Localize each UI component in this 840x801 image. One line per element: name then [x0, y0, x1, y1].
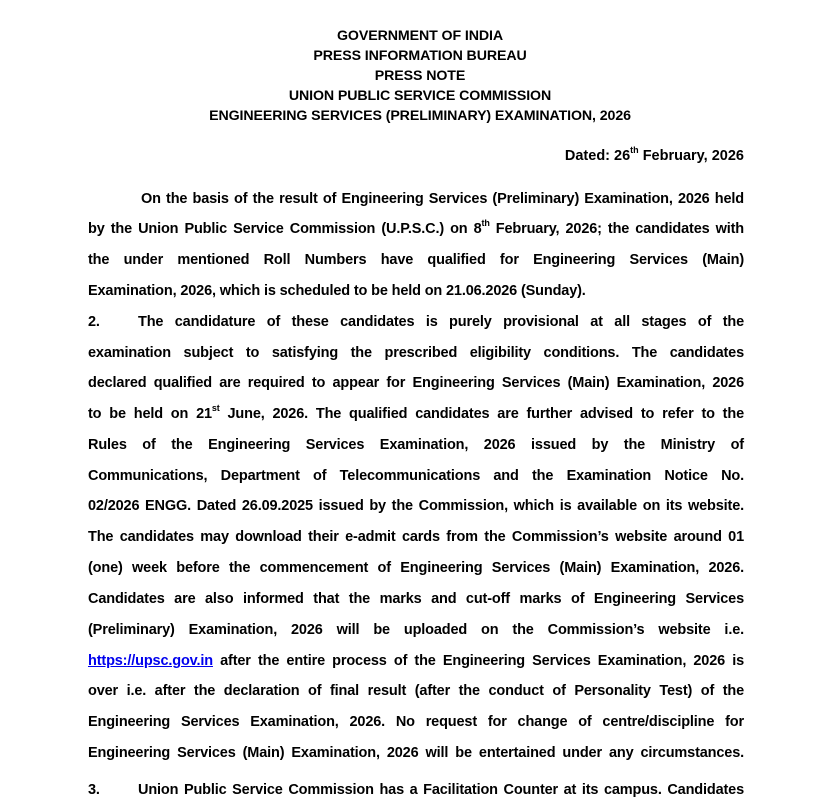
para2-line3: declared qualified are required to appear for Engineering Services (Main) Examination, 2026	[88, 375, 744, 391]
para2-line13: over i.e. after the declaration of final result (after the conduct of Personality Test) of the	[88, 683, 744, 699]
para2-line14: Engineering Services Examination, 2026. No request for change of centre/discipline for	[88, 714, 744, 730]
para2-line1: 2. The candidature of these candidates is purely provisional at all stages of the	[88, 314, 744, 330]
para2-line8: The candidates may download their e-admit cards from the Commission’s website around 01	[88, 529, 744, 545]
header-exam-title: ENGINEERING SERVICES (PRELIMINARY) EXAMINATION, 2026	[209, 108, 631, 124]
para2-line4: to be held on 21st June, 2026. The qualified candidates are further advised to refer to the	[88, 403, 744, 422]
para2-line11: (Preliminary) Examination, 2026 will be uploaded on the Commission’s website i.e.	[88, 622, 744, 638]
para2-line9: (one) week before the commencement of Engineering Services (Main) Examination, 2026.	[88, 560, 744, 576]
para2-line15: Engineering Services (Main) Examination, 2026 will be entertained under any circumstances.	[88, 745, 744, 761]
header-bureau: PRESS INFORMATION BUREAU	[313, 48, 527, 64]
header-commission: UNION PUBLIC SERVICE COMMISSION	[288, 88, 552, 104]
para1-line1: On the basis of the result of Engineering Services (Preliminary) Examination, 2026 held	[141, 191, 744, 207]
para3-line1: 3. Union Public Service Commission has a Facilitation Counter at its campus. Candidates	[88, 782, 744, 798]
dated-prefix: Dated: 26	[564, 148, 631, 164]
header-government: GOVERNMENT OF INDIA	[337, 28, 503, 44]
para2-line10: Candidates are also informed that the marks and cut-off marks of Engineering Services	[88, 591, 744, 607]
para2-number: 2.	[88, 314, 100, 330]
para1-line2: by the Union Public Service Commission (U.P.S.C.) on 8th February, 2026; the candidates with	[88, 218, 744, 237]
para3-number: 3.	[88, 782, 100, 798]
dated-suffix: February, 2026	[638, 148, 744, 164]
para2-line7: 02/2026 ENGG. Dated 26.09.2025 issued by the Commission, which is available on its website.	[88, 498, 744, 514]
para1-line3: the under mentioned Roll Numbers have qualified for Engineering Services (Main)	[88, 252, 744, 268]
para2-line5: Rules of the Engineering Services Examination, 2026 issued by the Ministry of	[88, 437, 744, 453]
upsc-website-link[interactable]: https://upsc.gov.in	[88, 653, 213, 669]
dated-sup: th	[630, 145, 639, 156]
header-press-note: PRESS NOTE	[374, 68, 466, 84]
dated-line	[564, 145, 744, 164]
para2-line2: examination subject to satisfying the prescribed eligibility conditions. The candidates	[88, 345, 744, 361]
para2-line12: https://upsc.gov.in after the entire process of the Engineering Services Examination, 2026 is	[88, 653, 744, 669]
para1-line4: Examination, 2026, which is scheduled to be held on 21.06.2026 (Sunday).	[88, 283, 586, 299]
para2-line6: Communications, Department of Telecommunications and the Examination Notice No.	[88, 468, 744, 484]
